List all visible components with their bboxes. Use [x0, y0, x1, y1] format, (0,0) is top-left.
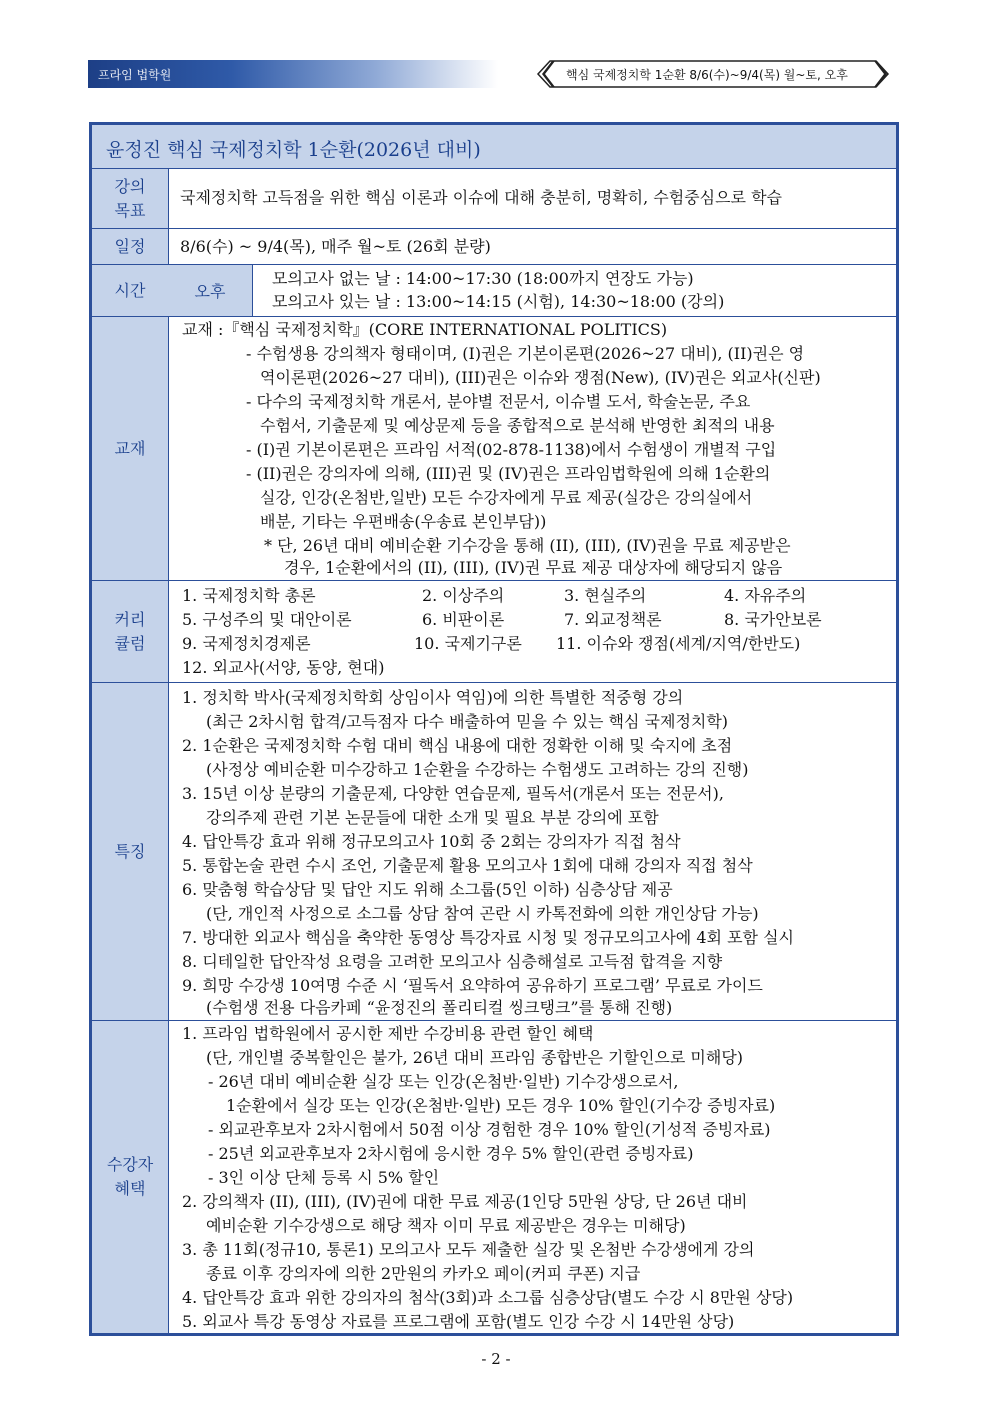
label-textbook: 교재	[92, 317, 169, 580]
benefit-line: 1순환에서 실강 또는 인강(온첨반·일반) 모든 경우 10% 할인(기수강 증빙자료)	[226, 1096, 776, 1115]
row-schedule	[92, 229, 896, 265]
curriculum-item: 1. 국제정치학 총론	[182, 586, 316, 605]
feature-line: 1. 정치학 박사(국제정치학회 상임이사 역임)에 의한 특별한 적중형 강의	[182, 688, 684, 707]
benefit-line: 2. 강의책자 (II), (III), (IV)권에 대한 무료 제공(1인당 5만원 상당, 단 26년 대비	[182, 1192, 748, 1211]
label-benefits: 수강자 혜택	[92, 1021, 169, 1333]
benefit-line: - 3인 이상 단체 등록 시 5% 할인	[208, 1168, 440, 1187]
feature-line: 5. 통합논술 관련 수시 조언, 기출문제 활용 모의고사 1회에 대해 강의자 직접 첨삭	[182, 856, 753, 875]
benefit-line: 4. 답안특강 효과 위한 강의자의 첨삭(3회)과 소그룹 심층상담(별도 수강 시 8만원 상당)	[182, 1288, 794, 1307]
row-time	[92, 265, 896, 317]
feature-line: 2. 1순환은 국제정치학 수험 대비 핵심 내용에 대한 정확한 이해 및 숙지에 초점	[182, 736, 733, 755]
time-line: 모의고사 있는 날 : 13:00~14:15 (시험), 14:30~18:00 (강의)	[272, 292, 725, 311]
row-benefits	[92, 1021, 896, 1333]
header-course-info	[536, 60, 890, 88]
curriculum-item: 7. 외교정책론	[564, 610, 662, 629]
time-line: 모의고사 없는 날 : 14:00~17:30 (18:00까지 연장도 가능)	[272, 269, 694, 288]
textbook-line: * 단, 26년 대비 예비순환 기수강을 통해 (II), (III), (IV)권을 무료 제공받은	[264, 536, 791, 555]
feature-line: (단, 개인적 사정으로 소그룹 상담 참여 곤란 시 카톡전화에 의한 개인상담 가능)	[206, 904, 759, 923]
header-course-text: 핵심 국제정치학 1순환 8/6(수)~9/4(목) 월~토, 오후	[566, 68, 848, 82]
benefit-line: - 26년 대비 예비순환 실강 또는 인강(온첨반·일반) 기수강생으로서,	[208, 1072, 679, 1091]
curriculum-item: 8. 국가안보론	[724, 610, 822, 629]
benefit-line: 종료 이후 강의자에 의한 2만원의 카카오 페이(커피 쿠폰) 지급	[206, 1264, 641, 1283]
textbook-line: 경우, 1순환에서의 (II), (III), (IV)권 무료 제공 대상자에 해당되지 않음	[284, 558, 783, 577]
textbook-line: - 다수의 국제정치학 개론서, 분야별 전문서, 이슈별 도서, 학술논문, 주요	[246, 392, 751, 411]
header-brand: 프라임 법학원	[98, 68, 172, 82]
feature-line: 7. 방대한 외교사 핵심을 축약한 동영상 특강자료 시청 및 정규모의고사에 4회 포함 실시	[182, 928, 794, 947]
textbook-line: 역이론편(2026~27 대비), (III)권은 이슈와 쟁점(New), (IV)권은 외교사(신판)	[260, 368, 821, 387]
curriculum-item: 6. 비판이론	[422, 610, 505, 629]
label-curriculum: 커리 큘럼	[92, 581, 169, 682]
benefit-line: - 25년 외교관후보자 2차시험에 응시한 경우 5% 할인(관련 증빙자료)	[208, 1144, 694, 1163]
textbook-line: 배분, 기타는 우편배송(우송료 본인부담))	[260, 512, 547, 531]
benefit-line: - 외교관후보자 2차시험에서 50점 이상 경험한 경우 10% 할인(기성적 증빙자료)	[208, 1120, 771, 1139]
textbook-line: 교재 :『핵심 국제정치학』(CORE INTERNATIONAL POLITICS)	[182, 320, 668, 339]
feature-line: (수험생 전용 다음카페 “윤정진의 폴리티컬 씽크탱크”를 통해 진행)	[206, 998, 673, 1017]
row-curriculum	[92, 581, 896, 683]
curriculum-item: 2. 이상주의	[422, 586, 505, 605]
header-brand-bar	[88, 60, 498, 88]
row-goal	[92, 169, 896, 229]
benefit-line: 3. 총 11회(정규10, 통론1) 모의고사 모두 제출한 실강 및 온첨반 수강생에게 강의	[182, 1240, 755, 1259]
page-number: - 2 -	[481, 1350, 511, 1368]
benefit-line: 예비순환 기수강생으로 해당 책자 이미 무료 제공받은 경우는 미해당)	[206, 1216, 686, 1235]
feature-line: (사정상 예비순환 미수강하고 1순환을 수강하는 수험생도 고려하는 강의 진행)	[206, 760, 749, 779]
feature-line: 4. 답안특강 효과 위해 정규모의고사 10회 중 2회는 강의자가 직접 첨삭	[182, 832, 681, 851]
textbook-line: - (II)권은 강의자에 의해, (III)권 및 (IV)권은 프라임법학원에 의해 1순환의	[246, 464, 771, 483]
curriculum-item: 5. 구성주의 및 대안이론	[182, 610, 352, 629]
textbook-line: 실강, 인강(온첨반,일반) 모든 수강자에게 무료 제공(실강은 강의실에서	[260, 488, 753, 507]
curriculum-item: 11. 이슈와 쟁점(세계/지역/한반도)	[556, 634, 801, 653]
benefit-line: (단, 개인별 중복할인은 불가, 26년 대비 프라임 종합반은 기할인으로 미해당)	[206, 1048, 744, 1067]
curriculum-item: 10. 국제기구론	[414, 634, 522, 653]
label-schedule: 일정	[92, 229, 169, 264]
benefit-line: 5. 외교사 특강 동영상 자료를 프로그램에 포함(별도 인강 수강 시 14만원 상당)	[182, 1312, 735, 1331]
feature-line: (최근 2차시험 합격/고득점자 다수 배출하여 믿을 수 있는 핵심 국제정치학)	[206, 712, 729, 731]
feature-line: 6. 맞춤형 학습상담 및 답안 지도 위해 소그룹(5인 이하) 심층상담 제공	[182, 880, 673, 899]
row-textbook	[92, 317, 896, 581]
textbook-line: - (I)권 기본이론편은 프라임 서적(02-878-1138)에서 수험생이 개별적 구입	[246, 440, 777, 459]
label-time: 시간	[92, 265, 169, 316]
row-features	[92, 683, 896, 1021]
feature-line: 9. 희망 수강생 10여명 수준 시 ‘필독서 요약하여 공유하기 프로그램’ 무료로 가이드	[182, 976, 763, 995]
curriculum-item: 12. 외교사(서양, 동양, 현대)	[182, 658, 385, 677]
benefit-line: 1. 프라임 법학원에서 공시한 제반 수강비용 관련 할인 혜택	[182, 1024, 594, 1043]
textbook-line: 수험서, 기출문제 및 예상문제 등을 종합적으로 분석해 반영한 최적의 내용	[260, 416, 775, 435]
feature-line: 강의주제 관련 기본 논문들에 대한 소개 및 필요 부분 강의에 포함	[206, 808, 659, 827]
feature-line: 3. 15년 이상 분량의 기출문제, 다양한 연습문제, 필독서(개론서 또는 전문서),	[182, 784, 724, 803]
feature-line: 8. 디테일한 답안작성 요령을 고려한 모의고사 심층해설로 고득점 합격을 지향	[182, 952, 723, 971]
textbook-line: - 수험생용 강의책자 형태이며, (I)권은 기본이론편(2026~27 대비), (II)권은 영	[246, 344, 805, 363]
curriculum-item: 9. 국제정치경제론	[182, 634, 311, 653]
goal-text: 국제정치학 고득점을 위한 핵심 이론과 이슈에 대해 충분히, 명확히, 수험중심으로 학습	[180, 188, 782, 207]
label-features: 특징	[92, 683, 169, 1020]
course-title-bar	[92, 125, 896, 169]
course-table	[89, 122, 899, 1336]
label-goal: 강의 목표	[92, 169, 169, 228]
curriculum-item: 3. 현실주의	[564, 586, 647, 605]
curriculum-item: 4. 자유주의	[724, 586, 807, 605]
time-period: 오후	[168, 265, 253, 316]
course-title: 윤정진 핵심 국제정치학 1순환(2026년 대비)	[106, 139, 481, 161]
schedule-text: 8/6(수) ~ 9/4(목), 매주 월~토 (26회 분량)	[180, 237, 491, 256]
